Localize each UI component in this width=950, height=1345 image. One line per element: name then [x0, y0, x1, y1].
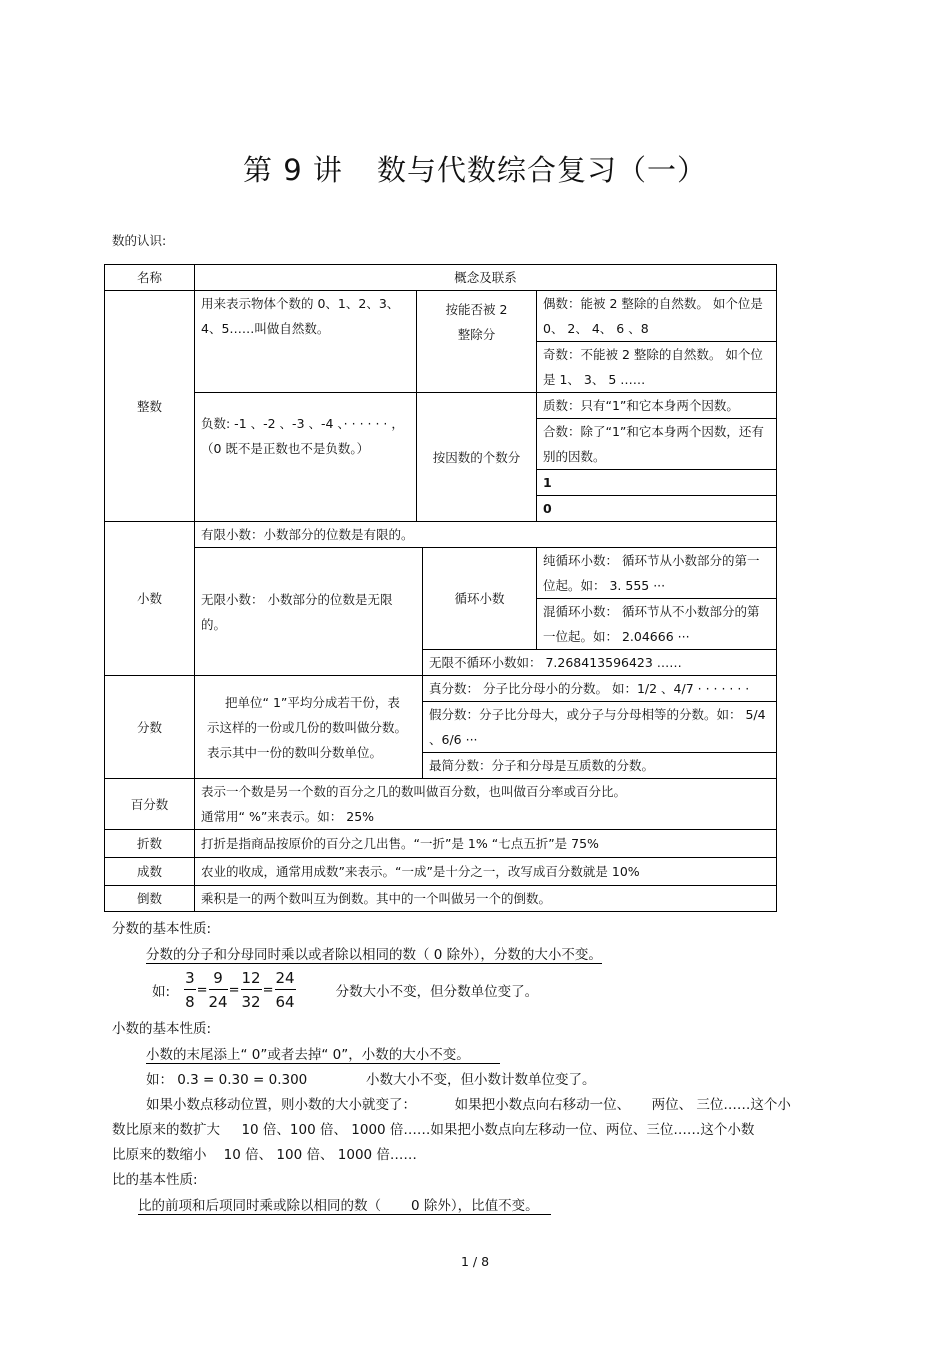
fraction-24-64: $\frac{24}{64}$	[275, 968, 295, 1011]
proper-fraction-def: 真分数： 分子比分母小的分数。 如：1/2 、4/7 · · · · · · ·	[423, 676, 777, 702]
title-lecture: 第 9 讲	[243, 153, 343, 187]
improper-fraction-def: 假分数：分子比分母大，或分子与分母相等的分数。如： 5/4 、6/6 ···	[423, 702, 777, 753]
equals-sign: =	[262, 982, 274, 998]
ratio-property-heading: 比的基本性质:	[112, 1172, 198, 1188]
decimal-example: 如： 0.3 = 0.30 = 0.300	[146, 1072, 308, 1088]
mixed-recurring-def: 混循环小数： 循环节从不小数部分的第一位起。如： 2.04666 ···	[537, 599, 777, 650]
fraction-example-note: 分数大小不变，但分数单位变了。	[335, 984, 539, 1000]
fraction-3-8: $\frac{3}{8}$	[185, 968, 195, 1011]
fraction-12-32: $\frac{12}{32}$	[241, 968, 261, 1011]
natural-number-def: 用来表示物体个数的 0、1、2、3、4、5……叫做自然数。	[195, 291, 417, 393]
discount-name: 折数	[105, 830, 195, 858]
by-two-label: 按能否被 2 整除分	[417, 291, 537, 393]
decimal-move-line1: 如果小数点移动位置，则小数的大小就变了： 如果把小数点向右移动一位、 两位、 三位……这个小	[146, 1097, 791, 1113]
prime-number-def: 质数：只有“1”和它本身两个因数。	[537, 393, 777, 419]
discount-def: 打折是指商品按原价的百分之几出售。“一折”是 1% “七点五折”是 75%	[195, 830, 777, 858]
header-concept: 概念及联系	[195, 265, 777, 291]
section-heading-number: 数的认识:	[112, 233, 167, 248]
header-name: 名称	[105, 265, 195, 291]
decimal-move-line3: 比原来的数缩小 10 倍、 100 倍、 1000 倍……	[112, 1147, 417, 1163]
fraction-example	[152, 966, 538, 1014]
number-concept-table	[104, 264, 777, 912]
decimal-name: 小数	[105, 522, 195, 676]
non-recurring-def: 无限不循环小数如： 7.268413596423 ……	[423, 650, 777, 676]
infinite-decimal-def: 无限小数： 小数部分的位数是无限的。	[195, 548, 423, 676]
fraction-def: 把单位“ 1”平均分成若干份，表示这样的一份或几份的数叫做分数。表示其中一份的数叫分数单位。	[195, 676, 423, 779]
composite-number-def: 合数：除了“1”和它本身两个因数，还有别的因数。	[537, 419, 777, 470]
ratio-property-rule: 比的前项和后项同时乘或除以相同的数（ 0 除外），比值不变。	[138, 1198, 551, 1215]
decimal-property-heading: 小数的基本性质:	[112, 1021, 212, 1037]
fraction-property-heading: 分数的基本性质:	[112, 921, 212, 937]
decimal-property-rule: 小数的末尾添上“ 0”或者去掉“ 0”，小数的大小不变。	[146, 1047, 500, 1064]
finite-decimal-def: 有限小数：小数部分的位数是有限的。	[195, 522, 777, 548]
recurring-decimal-label: 循环小数	[423, 548, 537, 650]
decimal-example-note: 小数大小不变，但小数计数单位变了。	[366, 1072, 596, 1088]
special-zero: 0	[537, 496, 777, 522]
even-number-def: 偶数：能被 2 整除的自然数。 如个位是 0、 2、 4、 6 、8	[537, 291, 777, 342]
reciprocal-name: 倒数	[105, 886, 195, 912]
decimal-move-line2: 数比原来的数扩大 10 倍、100 倍、 1000 倍……如果把小数点向左移动一位、两位、三位……这个小数	[112, 1122, 755, 1138]
odd-number-def: 奇数：不能被 2 整除的自然数。 如个位是 1、 3、 5 ……	[537, 342, 777, 393]
special-one: 1	[537, 470, 777, 496]
fraction-example-label: 如:	[152, 984, 171, 1000]
negative-number-def: 负数: -1 、-2 、-3 、-4 、· · · · · · ，（0 既不是正数也不是负数。）	[195, 393, 417, 522]
reciprocal-def: 乘积是一的两个数叫互为倒数。其中的一个叫做另一个的倒数。	[195, 886, 777, 912]
percent-name: 百分数	[105, 779, 195, 830]
integer-name: 整数	[105, 291, 195, 522]
percent-def: 表示一个数是另一个数的百分之几的数叫做百分数，也叫做百分率或百分比。	[201, 784, 627, 799]
equals-sign: =	[196, 982, 208, 998]
fraction-property-rule: 分数的分子和分母同时乘以或者除以相同的数（ 0 除外），分数的大小不变。	[146, 947, 602, 963]
fraction-name: 分数	[105, 676, 195, 779]
title-topic: 数与代数综合复习（一）	[376, 153, 707, 187]
percent-example: 通常用“ %”来表示。如： 25%	[201, 809, 375, 824]
page-number: 1 / 8	[460, 1254, 490, 1269]
pure-recurring-def: 纯循环小数： 循环节从小数部分的第一位起。如： 3. 555 ···	[537, 548, 777, 599]
page-title	[0, 148, 950, 189]
chengshu-name: 成数	[105, 858, 195, 886]
by-factor-label: 按因数的个数分	[417, 393, 537, 522]
chengshu-def: 农业的收成，通常用成数”来表示。“一成”是十分之一，改写成百分数就是 10%	[195, 858, 777, 886]
fraction-9-24: $\frac{9}{24}$	[208, 968, 228, 1011]
simplest-fraction-def: 最简分数：分子和分母是互质数的分数。	[423, 753, 777, 779]
equals-sign: =	[228, 982, 240, 998]
